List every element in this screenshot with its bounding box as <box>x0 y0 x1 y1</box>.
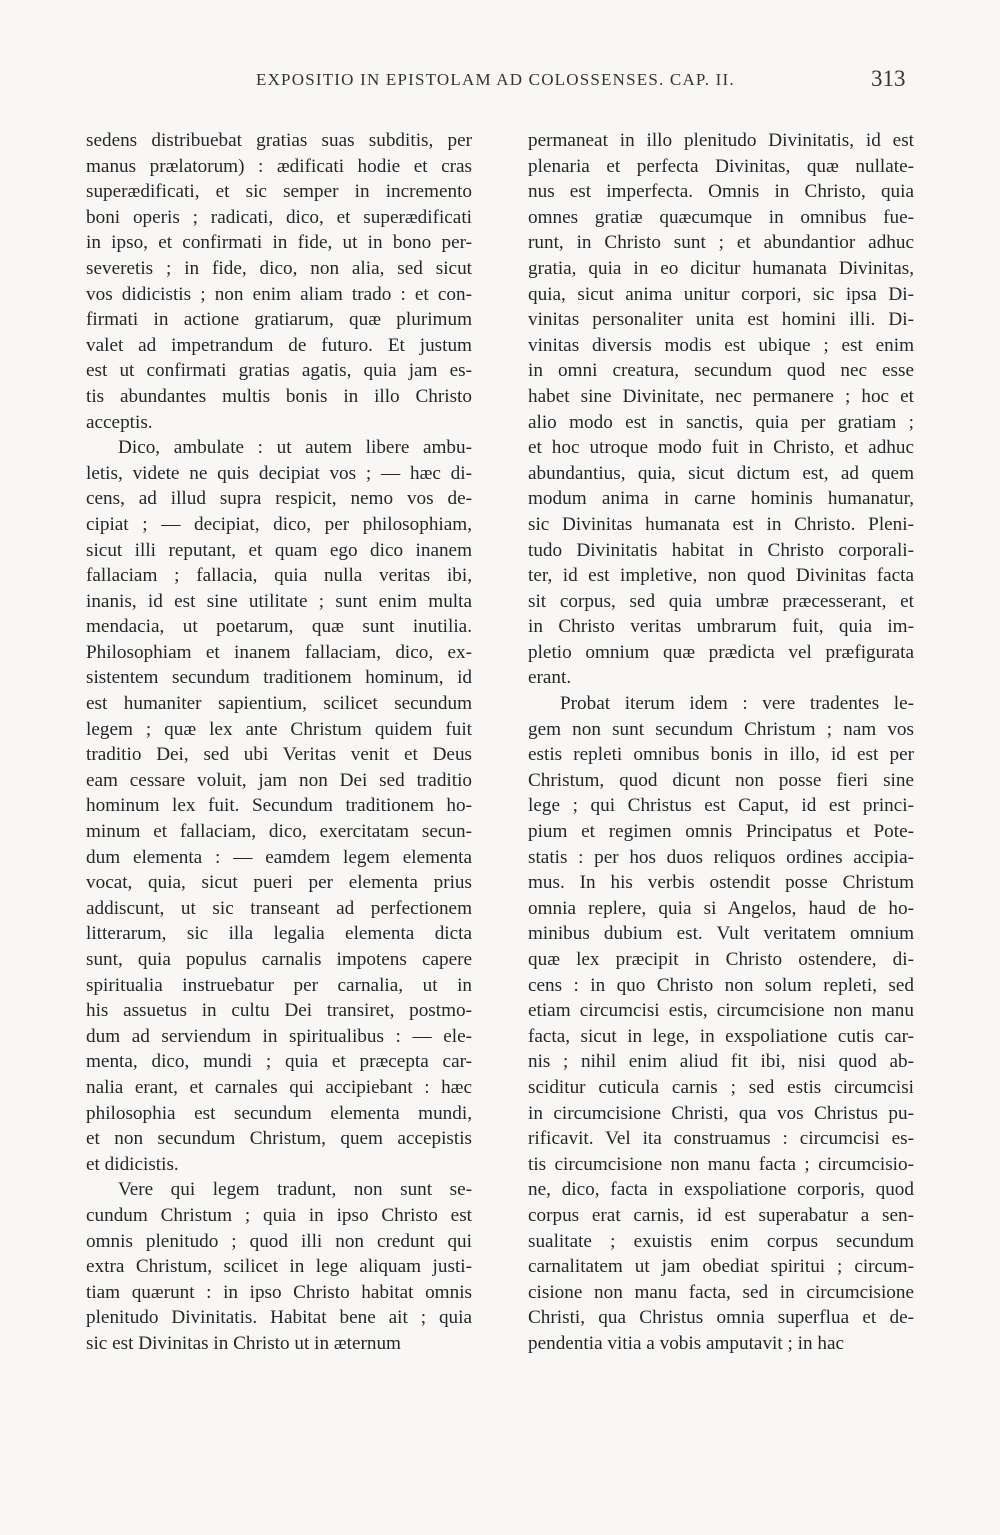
text-line: in Christo veritas umbrarum fuit, quia im- <box>528 616 914 638</box>
text-line: minibus dubium est. Vult veritatem omnium <box>528 923 914 945</box>
text-line: tis abundantes multis bonis in illo Christo <box>86 385 472 407</box>
text-line: statis : per hos duos reliquos ordines accipia- <box>528 846 914 868</box>
text-line: severetis ; in fide, dico, non alia, sed sicut <box>86 257 472 279</box>
text-line: Probat iterum idem : vere tradentes le- <box>560 693 914 715</box>
text-line: runt, in Christo sunt ; et abundantior adhuc <box>528 232 914 254</box>
text-line: traditio Dei, sed ubi Veritas venit et Deus <box>86 744 472 766</box>
text-line: in circumcisione Christi, qua vos Christus pu- <box>528 1102 914 1124</box>
text-line: tis circumcisione non manu facta ; circumcisio- <box>528 1153 914 1175</box>
text-line: vos didicistis ; non enim aliam trado : et con- <box>86 283 472 305</box>
text-line: Dico, ambulate : ut autem libere ambu- <box>118 437 472 459</box>
text-line: acceptis. <box>86 411 153 433</box>
text-line: tiam quærunt : in ipso Christo habitat omnis <box>86 1281 472 1303</box>
text-line: vinitas diversis modis est ubique ; est enim <box>528 334 914 356</box>
text-line: erant. <box>528 667 572 689</box>
page-number: 313 <box>871 66 906 91</box>
text-line: cens, ad illud supra respicit, nemo vos de- <box>86 488 472 510</box>
text-line: gem non sunt secundum Christum ; nam vos <box>528 718 914 740</box>
text-line: plenitudo Divinitatis. Habitat bene ait ; quia <box>86 1307 472 1329</box>
text-line: habet sine Divinitate, nec permanere ; hoc et <box>528 385 914 407</box>
text-line: fallaciam ; fallacia, quia nulla veritas ibi, <box>86 565 472 587</box>
text-line: est ut confirmati gratias agatis, quia jam es- <box>86 360 472 382</box>
text-line: rificavit. Vel ita construamus : circumcisi es- <box>528 1128 914 1150</box>
text-line: carnalitatem ut jam obediat spiritui ; circum- <box>528 1256 914 1278</box>
text-line: facta, sicut in lege, in exspoliatione cutis car- <box>528 1025 914 1047</box>
text-line: extra Christum, scilicet in lege aliquam justi- <box>86 1256 472 1278</box>
text-line: legem ; quæ lex ante Christum quidem fuit <box>86 718 472 740</box>
text-line: in ipso, et confirmati in fide, ut in bono per- <box>86 232 472 254</box>
text-line: sicut illi reputant, et quam ego dico inanem <box>86 539 472 561</box>
text-line: gratia, quia in eo dicitur humanata Divinitas, <box>528 257 914 279</box>
text-line: etiam circumcisi estis, circumcisione non manu <box>528 1000 914 1022</box>
text-line: boni operis ; radicati, dico, et superædificati <box>86 206 472 228</box>
text-line: nalia erant, et carnales qui accipiebant : hæc <box>86 1076 472 1098</box>
text-line: litterarum, sic illa legalia elementa dicta <box>86 923 472 945</box>
text-line: hominum lex fuit. Secundum traditionem ho- <box>86 795 472 817</box>
text-line: his assuetus in cultu Dei transiret, postmo- <box>86 1000 472 1022</box>
text-line: ter, id est impletive, non quod Divinitas facta <box>528 565 914 587</box>
text-line: menta, dico, mundi ; quia et præcepta car- <box>86 1051 472 1073</box>
text-line: inanis, id est sine utilitate ; sunt enim multa <box>86 590 472 612</box>
text-line: sistentem secundum traditionem hominum, id <box>86 667 472 689</box>
text-line: dum ad serviendum in spiritualibus : — ele- <box>86 1025 472 1047</box>
text-line: pendentia vitia a vobis amputavit ; in hac <box>528 1332 844 1354</box>
text-line: firmati in actione gratiarum, quæ plurimum <box>86 309 472 331</box>
text-line: sit corpus, sed quia umbræ præcesserant, et <box>528 590 914 612</box>
text-line: vinitas personaliter unita est homini illi. Di- <box>528 309 914 331</box>
text-line: omnis plenitudo ; quod illi non credunt qui <box>86 1230 472 1252</box>
text-line: nis ; nihil enim aliud fit ibi, nisi quod ab- <box>528 1051 914 1073</box>
text-line: ne, dico, facta in exspoliatione corporis, quod <box>528 1179 914 1201</box>
text-line: vocat, quia, sicut pueri per elementa prius <box>86 872 472 894</box>
text-line: cisione non manu facta, sed in circumcisione <box>528 1281 914 1303</box>
text-line: sedens distribuebat gratias suas subditis, per <box>86 130 472 151</box>
text-line: estis repleti omnibus bonis in illo, id est per <box>528 744 914 766</box>
text-line: mendacia, ut poetarum, quæ sunt inutilia. <box>86 616 472 638</box>
text-line: sic est Divinitas in Christo ut in æternum <box>86 1332 401 1354</box>
right-text-column <box>528 128 914 1357</box>
text-line: sciditur cuticula carnis ; sed estis circumcisi <box>528 1076 914 1098</box>
text-line: minum et fallaciam, dico, exercitatam secun- <box>86 821 472 843</box>
text-line: quia, sicut anima unitur corpori, sic ipsa Di- <box>528 283 914 305</box>
text-line: spiritualia instruebatur per carnalia, ut in <box>86 974 472 996</box>
text-line: cens : in quo Christo non solum repleti, sed <box>528 974 914 996</box>
text-line: et hoc utroque modo fuit in Christo, et adhuc <box>528 437 914 459</box>
text-line: lege ; qui Christus est Caput, id est princi- <box>528 795 914 817</box>
text-line: eam cessare voluit, jam non Dei sed traditio <box>86 769 472 791</box>
text-line: dum elementa : — eamdem legem elementa <box>86 846 472 868</box>
text-line: mus. In his verbis ostendit posse Christum <box>528 872 914 894</box>
text-line: pium et regimen omnis Principatus et Pote- <box>528 821 914 843</box>
text-line: valet ad impetrandum de futuro. Et justum <box>86 334 472 356</box>
text-line: est humaniter sapientium, scilicet secundum <box>86 693 472 715</box>
text-line: addiscunt, ut sic transeant ad perfectionem <box>86 897 472 919</box>
text-line: letis, videte ne quis decipiat vos ; — hæc di- <box>86 462 472 484</box>
text-line: Christum, quod dicunt non posse fieri sine <box>528 769 914 791</box>
text-line: omnes gratiæ quæcumque in omnibus fue- <box>528 206 914 228</box>
text-line: alio modo est in sanctis, quia per gratiam ; <box>528 411 914 433</box>
text-line: et didicistis. <box>86 1153 179 1175</box>
text-line: manus prælatorum) : ædificati hodie et cras <box>86 155 472 177</box>
text-line: permaneat in illo plenitudo Divinitatis, id est <box>528 130 914 151</box>
text-line: Philosophiam et inanem fallaciam, dico, ex- <box>86 641 472 663</box>
text-line: superædificati, et sic semper in incremento <box>86 181 472 203</box>
text-line: tudo Divinitatis habitat in Christo corporali- <box>528 539 914 561</box>
text-line: in omni creatura, secundum quod nec esse <box>528 360 914 382</box>
text-line: et non secundum Christum, quem accepistis <box>86 1128 472 1150</box>
text-line: sunt, quia populus carnalis impotens capere <box>86 949 472 970</box>
running-title: EXPOSITIO IN EPISTOLAM AD COLOSSENSES. CAP. II. <box>256 70 735 89</box>
text-line: cundum Christum ; quia in ipso Christo est <box>86 1204 472 1226</box>
text-line: modum anima in carne hominis humanatur, <box>528 488 914 510</box>
text-line: Vere qui legem tradunt, non sunt se- <box>118 1179 472 1201</box>
text-line: plenaria et perfecta Divinitas, quæ nullate- <box>528 155 914 177</box>
text-line: pletio omnium quæ prædicta vel præfigurata <box>528 641 914 663</box>
text-line: cipiat ; — decipiat, dico, per philosophiam, <box>86 513 472 535</box>
text-line: omnia replere, quia si Angelos, haud de ho- <box>528 897 914 919</box>
text-line: nus est imperfecta. Omnis in Christo, quia <box>528 181 914 203</box>
text-line: Christi, qua Christus omnia superflua et de- <box>528 1307 914 1329</box>
text-line: philosophia est secundum elementa mundi, <box>86 1102 472 1124</box>
text-line: quæ lex præcipit in Christo ostendere, di- <box>528 949 914 970</box>
left-text-column <box>86 128 472 1357</box>
text-line: abundantius, quia, sicut dictum est, ad quem <box>528 462 914 484</box>
text-line: corpus erat carnis, id est superabatur a sen- <box>528 1204 914 1226</box>
text-line: sic Divinitas humanata est in Christo. Pleni- <box>528 513 914 535</box>
text-line: sualitate ; exuistis enim corpus secundum <box>528 1230 914 1252</box>
